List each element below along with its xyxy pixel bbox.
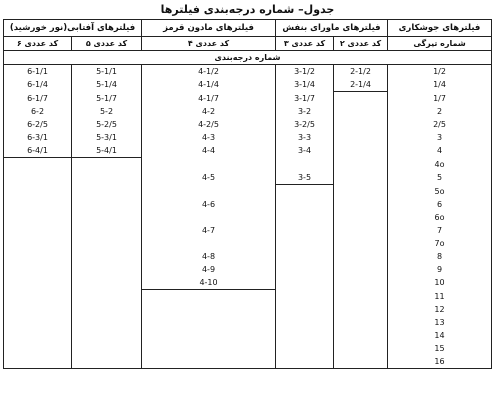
table-row xyxy=(4,329,492,342)
table-cell xyxy=(72,211,142,224)
table-row xyxy=(4,92,492,106)
table-cell: 3-1/7 xyxy=(276,92,334,106)
table-cell xyxy=(142,185,276,199)
table-cell xyxy=(276,355,334,369)
table-cell xyxy=(142,303,276,316)
table-row xyxy=(4,65,492,79)
table-cell: 3-5 xyxy=(276,171,334,185)
table-cell xyxy=(276,185,334,199)
table-cell xyxy=(4,329,72,342)
table-cell: 6-1/4 xyxy=(4,78,72,92)
table-cell: 3 xyxy=(388,131,492,144)
table-cell xyxy=(334,237,388,250)
table-cell xyxy=(334,290,388,304)
table-cell: 6-3/1 xyxy=(4,131,72,144)
table-cell: 9 xyxy=(388,263,492,276)
table-cell: 2/5 xyxy=(388,118,492,131)
span-header: شماره درجه‌بندی xyxy=(4,51,492,65)
table-cell: 4-10 xyxy=(142,276,276,290)
table-cell: 2-1/2 xyxy=(334,65,388,79)
table-row xyxy=(4,290,492,304)
table-cell xyxy=(276,263,334,276)
table-cell xyxy=(276,329,334,342)
table-cell xyxy=(334,211,388,224)
table-cell xyxy=(72,171,142,185)
code-header-row xyxy=(4,37,492,51)
table-cell xyxy=(334,224,388,237)
table-cell: 4 xyxy=(388,144,492,158)
table-cell: 3-4 xyxy=(276,144,334,158)
table-row xyxy=(4,198,492,211)
table-cell: 6-2/5 xyxy=(4,118,72,131)
table-cell xyxy=(72,316,142,329)
table-cell xyxy=(334,276,388,290)
table-cell xyxy=(4,198,72,211)
table-row xyxy=(4,105,492,118)
table-cell: 5-2 xyxy=(72,105,142,118)
table-cell xyxy=(72,198,142,211)
table-cell xyxy=(4,290,72,304)
table-cell xyxy=(72,276,142,290)
table-row xyxy=(4,131,492,144)
table-cell: 6-1/1 xyxy=(4,65,72,79)
table-cell: 5o xyxy=(388,185,492,199)
table-cell xyxy=(276,250,334,263)
table-cell xyxy=(142,158,276,172)
table-cell: 6-2 xyxy=(4,105,72,118)
table-cell xyxy=(4,224,72,237)
filter-grade-table xyxy=(3,19,492,369)
table-body xyxy=(4,65,492,369)
table-cell xyxy=(334,198,388,211)
table-cell xyxy=(334,105,388,118)
table-cell xyxy=(4,185,72,199)
table-cell: 4-8 xyxy=(142,250,276,263)
group-header-solar: فیلترهای آفتابی(نور خورشید) xyxy=(4,20,142,37)
table-row xyxy=(4,224,492,237)
table-cell xyxy=(72,303,142,316)
code-header: کد عددی ۵ xyxy=(72,37,142,51)
table-cell xyxy=(334,131,388,144)
table-cell: 5-4/1 xyxy=(72,144,142,158)
table-cell: 5-1/7 xyxy=(72,92,142,106)
table-cell xyxy=(142,316,276,329)
table-cell xyxy=(334,355,388,369)
table-cell: 1/2 xyxy=(388,65,492,79)
table-cell: 7o xyxy=(388,237,492,250)
table-cell: 5-2/5 xyxy=(72,118,142,131)
table-cell xyxy=(142,355,276,369)
table-row xyxy=(4,276,492,290)
group-header-welding: فیلترهای جوشکاری xyxy=(388,20,492,37)
table-cell: 6 xyxy=(388,198,492,211)
table-cell xyxy=(4,303,72,316)
code-header: کد عددی ۳ xyxy=(276,37,334,51)
table-cell: 4-1/7 xyxy=(142,92,276,106)
table-cell: 5-1/4 xyxy=(72,78,142,92)
table-cell xyxy=(72,250,142,263)
table-cell xyxy=(4,276,72,290)
table-cell: 4-4 xyxy=(142,144,276,158)
table-row xyxy=(4,78,492,92)
table-cell: 6-1/7 xyxy=(4,92,72,106)
table-row xyxy=(4,171,492,185)
table-cell xyxy=(4,237,72,250)
table-cell: 16 xyxy=(388,355,492,369)
table-cell xyxy=(142,237,276,250)
table-cell: 4-9 xyxy=(142,263,276,276)
table-cell xyxy=(72,263,142,276)
table-cell: 3-1/2 xyxy=(276,65,334,79)
table-cell xyxy=(4,316,72,329)
table-cell xyxy=(72,224,142,237)
table-cell xyxy=(4,211,72,224)
table-cell: 11 xyxy=(388,290,492,304)
code-header: کد عددی ۴ xyxy=(142,37,276,51)
table-cell xyxy=(142,329,276,342)
table-cell xyxy=(334,329,388,342)
table-cell xyxy=(334,342,388,355)
table-cell: 8 xyxy=(388,250,492,263)
table-cell xyxy=(334,250,388,263)
table-row xyxy=(4,263,492,276)
table-cell xyxy=(4,263,72,276)
table-cell: 5-3/1 xyxy=(72,131,142,144)
table-cell: 3-1/4 xyxy=(276,78,334,92)
table-cell xyxy=(142,211,276,224)
table-cell xyxy=(334,118,388,131)
table-cell: 4-5 xyxy=(142,171,276,185)
group-header-ultraviolet: فیلترهای ماورای بنفش xyxy=(276,20,388,37)
table-cell xyxy=(334,144,388,158)
table-cell: 12 xyxy=(388,303,492,316)
table-cell xyxy=(276,316,334,329)
table-cell: 1/7 xyxy=(388,92,492,106)
table-cell xyxy=(4,342,72,355)
table-cell xyxy=(334,92,388,106)
table-row xyxy=(4,185,492,199)
table-row xyxy=(4,303,492,316)
table-cell: 3-3 xyxy=(276,131,334,144)
table-cell: 5-1/1 xyxy=(72,65,142,79)
table-cell: 10 xyxy=(388,276,492,290)
table-cell: 2-1/4 xyxy=(334,78,388,92)
table-row xyxy=(4,211,492,224)
table-row xyxy=(4,355,492,369)
group-header-infrared: فیلترهای مادون قرمز xyxy=(142,20,276,37)
table-row xyxy=(4,118,492,131)
group-header-row xyxy=(4,20,492,37)
table-cell xyxy=(276,276,334,290)
table-cell xyxy=(334,158,388,172)
table-cell xyxy=(334,316,388,329)
table-cell: 4-1/2 xyxy=(142,65,276,79)
table-cell: 4-1/4 xyxy=(142,78,276,92)
table-cell xyxy=(276,158,334,172)
table-cell xyxy=(72,290,142,304)
table-cell: 2 xyxy=(388,105,492,118)
table-cell: 6-4/1 xyxy=(4,144,72,158)
table-cell xyxy=(72,355,142,369)
table-cell: 1/4 xyxy=(388,78,492,92)
table-cell xyxy=(276,303,334,316)
span-header-row xyxy=(4,51,492,65)
table-cell: 14 xyxy=(388,329,492,342)
table-cell: 4-3 xyxy=(142,131,276,144)
table-cell: 4o xyxy=(388,158,492,172)
table-cell xyxy=(334,171,388,185)
table-cell: 3-2 xyxy=(276,105,334,118)
table-row xyxy=(4,316,492,329)
table-cell xyxy=(4,250,72,263)
table-row xyxy=(4,342,492,355)
table-cell xyxy=(142,342,276,355)
table-cell: 6o xyxy=(388,211,492,224)
table-cell xyxy=(4,171,72,185)
table-cell xyxy=(276,290,334,304)
table-cell: 3-2/5 xyxy=(276,118,334,131)
table-cell xyxy=(72,158,142,172)
table-cell xyxy=(72,329,142,342)
table-cell: 7 xyxy=(388,224,492,237)
table-cell xyxy=(276,342,334,355)
table-cell: 15 xyxy=(388,342,492,355)
table-row xyxy=(4,144,492,158)
table-cell xyxy=(276,211,334,224)
table-title: جدول– شماره درجه‌بندی فیلترها xyxy=(160,3,335,16)
table-cell: 13 xyxy=(388,316,492,329)
table-cell xyxy=(72,185,142,199)
table-cell: 4-7 xyxy=(142,224,276,237)
table-cell xyxy=(142,290,276,304)
table-cell: 4-6 xyxy=(142,198,276,211)
table-cell xyxy=(334,185,388,199)
table-cell xyxy=(276,224,334,237)
table-cell xyxy=(72,342,142,355)
table-cell xyxy=(72,237,142,250)
code-header: کد عددی ۲ xyxy=(334,37,388,51)
code-header: کد عددی ۶ xyxy=(4,37,72,51)
table-row xyxy=(4,250,492,263)
table-row xyxy=(4,158,492,172)
table-cell xyxy=(4,158,72,172)
table-cell: 4-2 xyxy=(142,105,276,118)
table-cell xyxy=(4,355,72,369)
table-cell xyxy=(334,303,388,316)
table-cell xyxy=(334,263,388,276)
table-cell xyxy=(276,198,334,211)
table-cell xyxy=(276,237,334,250)
code-header: شماره تیرگی xyxy=(388,37,492,51)
table-cell: 5 xyxy=(388,171,492,185)
table-row xyxy=(4,237,492,250)
table-cell: 4-2/5 xyxy=(142,118,276,131)
